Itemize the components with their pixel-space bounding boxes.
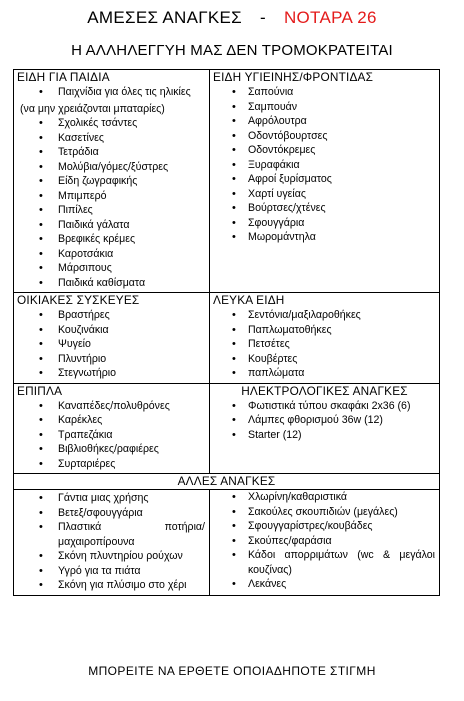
furniture-cell xyxy=(14,383,210,474)
other-right-cell xyxy=(210,490,440,596)
list-item: • Σκόνη πλυντηρίου ρούχων xyxy=(14,549,205,564)
list-item: • Παιδικά καθίσματα xyxy=(14,276,205,291)
list-item: • Οδοντόκρεμες xyxy=(210,143,435,158)
list-item: • Σφουγγαρίστρες/κουβάδες xyxy=(210,519,435,534)
footer-note: ΜΠΟΡΕΙΤΕ ΝΑ ΕΡΘΕΤΕ ΟΠΟΙΑΔΗΠΟΤΕ ΣΤΙΓΜΗ xyxy=(88,664,376,678)
appliances-heading: ΟΙΚΙΑΚΕΣ ΣΥΣΚΕΥΕΣ xyxy=(17,293,140,307)
list-item: • Πετσέτες xyxy=(210,337,435,352)
furniture-list xyxy=(14,399,209,474)
list-item: • Βούρτσες/χτένες xyxy=(210,201,435,216)
other-left-cell xyxy=(14,490,210,596)
list-item: • Παπλωματοθήκες xyxy=(210,323,435,338)
list-item: • Σχολικές τσάντες xyxy=(14,116,205,131)
hygiene-heading: ΕΙΔΗ ΥΓΙΕΙΝΗΣ/ΦΡΟΝΤΙΔΑΣ xyxy=(213,70,374,84)
list-item: • Κουζινάκια xyxy=(14,323,205,338)
list-item: • Σαπούνια xyxy=(210,85,435,100)
list-item: • Οδοντόβουρτσες xyxy=(210,129,435,144)
list-item: • Πιπίλες xyxy=(14,203,205,218)
list-item: • Παιχνίδια για όλες τις ηλικίες xyxy=(14,85,205,100)
hygiene-list xyxy=(210,85,439,247)
list-item: • Είδη ζωγραφικής xyxy=(14,174,205,189)
list-item: • Φωτιστικά τύπου σκαφάκι 2x36 (6) xyxy=(210,399,435,414)
list-item: • Βραστήρες xyxy=(14,308,205,323)
list-item: • Γάντια μιας χρήσης xyxy=(14,491,205,506)
linens-list xyxy=(210,308,439,383)
list-item: • Σκούπες/φαράσια xyxy=(210,534,435,549)
electrical-heading: ΗΛΕΚΤΡΟΛΟΓΙΚΕΣ ΑΝΑΓΚΕΣ xyxy=(241,383,408,398)
page-subtitle: Η ΑΛΛΗΛΕΓΓΥΗ ΜΑΣ ΔΕΝ ΤΡΟΜΟΚΡΑΤΕΙΤΑΙ xyxy=(71,42,393,59)
list-item: • Τετράδια xyxy=(14,145,205,160)
list-item: • Καρέκλες xyxy=(14,413,205,428)
list-item: • Βρεφικές κρέμες xyxy=(14,232,205,247)
other-heading: ΑΛΛΕΣ ΑΝΑΓΚΕΣ xyxy=(177,474,276,488)
list-item: • Αφροί ξυρίσματος xyxy=(210,172,435,187)
other-right-list xyxy=(210,490,439,594)
list-item: • παπλώματα xyxy=(210,366,435,381)
kids-note: (να μην χρειάζονται μπαταρίες) xyxy=(20,102,165,115)
appliances-list xyxy=(14,308,209,383)
list-item: • Χαρτί υγείας xyxy=(210,187,435,202)
list-item: • Starter (12) xyxy=(210,428,435,443)
list-item: • Λεκάνες xyxy=(210,577,435,592)
list-item: • Στεγνωτήριο xyxy=(14,366,205,381)
electrical-list xyxy=(210,399,439,445)
list-item: • Παιδικά γάλατα xyxy=(14,218,205,233)
list-item: • Βετεξ/σφουγγάρια xyxy=(14,506,205,521)
list-item: • Συρταριέρες xyxy=(14,457,205,472)
list-item: • Σαμπουάν xyxy=(210,100,435,115)
list-item: • Αφρόλουτρα xyxy=(210,114,435,129)
other-heading-cell xyxy=(14,474,440,490)
list-item: • Σεντόνια/μαξιλαροθήκες xyxy=(210,308,435,323)
title-dash: - xyxy=(259,8,266,27)
other-left-list xyxy=(14,490,209,595)
list-item: • Σφουγγάρια xyxy=(210,216,435,231)
list-item: • Σακούλες σκουπιδιών (μεγάλες) xyxy=(210,505,435,520)
linens-heading: ΛΕΥΚΑ ΕΙΔΗ xyxy=(213,293,285,307)
list-item: • Ψυγείο xyxy=(14,337,205,352)
kids-list-rest xyxy=(14,116,209,292)
list-item: • Τραπεζάκια xyxy=(14,428,205,443)
list-item: • Μωρομάντηλα xyxy=(210,230,435,245)
list-item: • Μολύβια/γόμες/ξύστρες xyxy=(14,160,205,175)
list-item: • Σκόνη για πλύσιμο στο χέρι xyxy=(14,578,205,593)
list-item: • Κασετίνες xyxy=(14,131,205,146)
list-item: • Ξυραφάκια xyxy=(210,158,435,173)
list-item: • Λάμπες φθορισμού 36w (12) xyxy=(210,413,435,428)
list-item: • Καροτσάκια xyxy=(14,247,205,262)
list-item: • Πλυντήριο xyxy=(14,352,205,367)
hygiene-cell xyxy=(210,70,440,293)
kids-cell xyxy=(14,70,210,293)
list-item: • Υγρό για τα πιάτα xyxy=(14,564,205,579)
list-item: • Κάδοι απορριμάτων (wc & μεγάλοι κουζίνας) xyxy=(210,548,435,577)
furniture-heading: ΕΠΙΠΛΑ xyxy=(17,383,63,398)
list-item: • Κουβέρτες xyxy=(210,352,435,367)
list-item: • Μάρσιπους xyxy=(14,261,205,276)
list-item: • Χλωρίνη/καθαριστικά xyxy=(210,490,435,505)
page-title xyxy=(0,8,464,28)
list-item: • Μπιμπερό xyxy=(14,189,205,204)
title-address: ΝΟΤΑΡΑ 26 xyxy=(283,8,377,27)
kids-heading: ΕΙΔΗ ΓΙΑ ΠΑΙΔΙΑ xyxy=(17,70,110,84)
linens-cell xyxy=(210,293,440,384)
list-item: • Πλαστικά ποτήρια/μαχαιροπίρουνα xyxy=(14,520,205,549)
appliances-cell xyxy=(14,293,210,384)
list-item: • Καναπέδες/πολυθρόνες xyxy=(14,399,205,414)
needs-table xyxy=(13,69,440,596)
electrical-cell xyxy=(210,383,440,474)
list-item: • Βιβλιοθήκες/ραφιέρες xyxy=(14,442,205,457)
kids-list xyxy=(14,85,209,102)
title-text: ΑΜΕΣΕΣ ΑΝΑΓΚΕΣ xyxy=(87,8,242,27)
